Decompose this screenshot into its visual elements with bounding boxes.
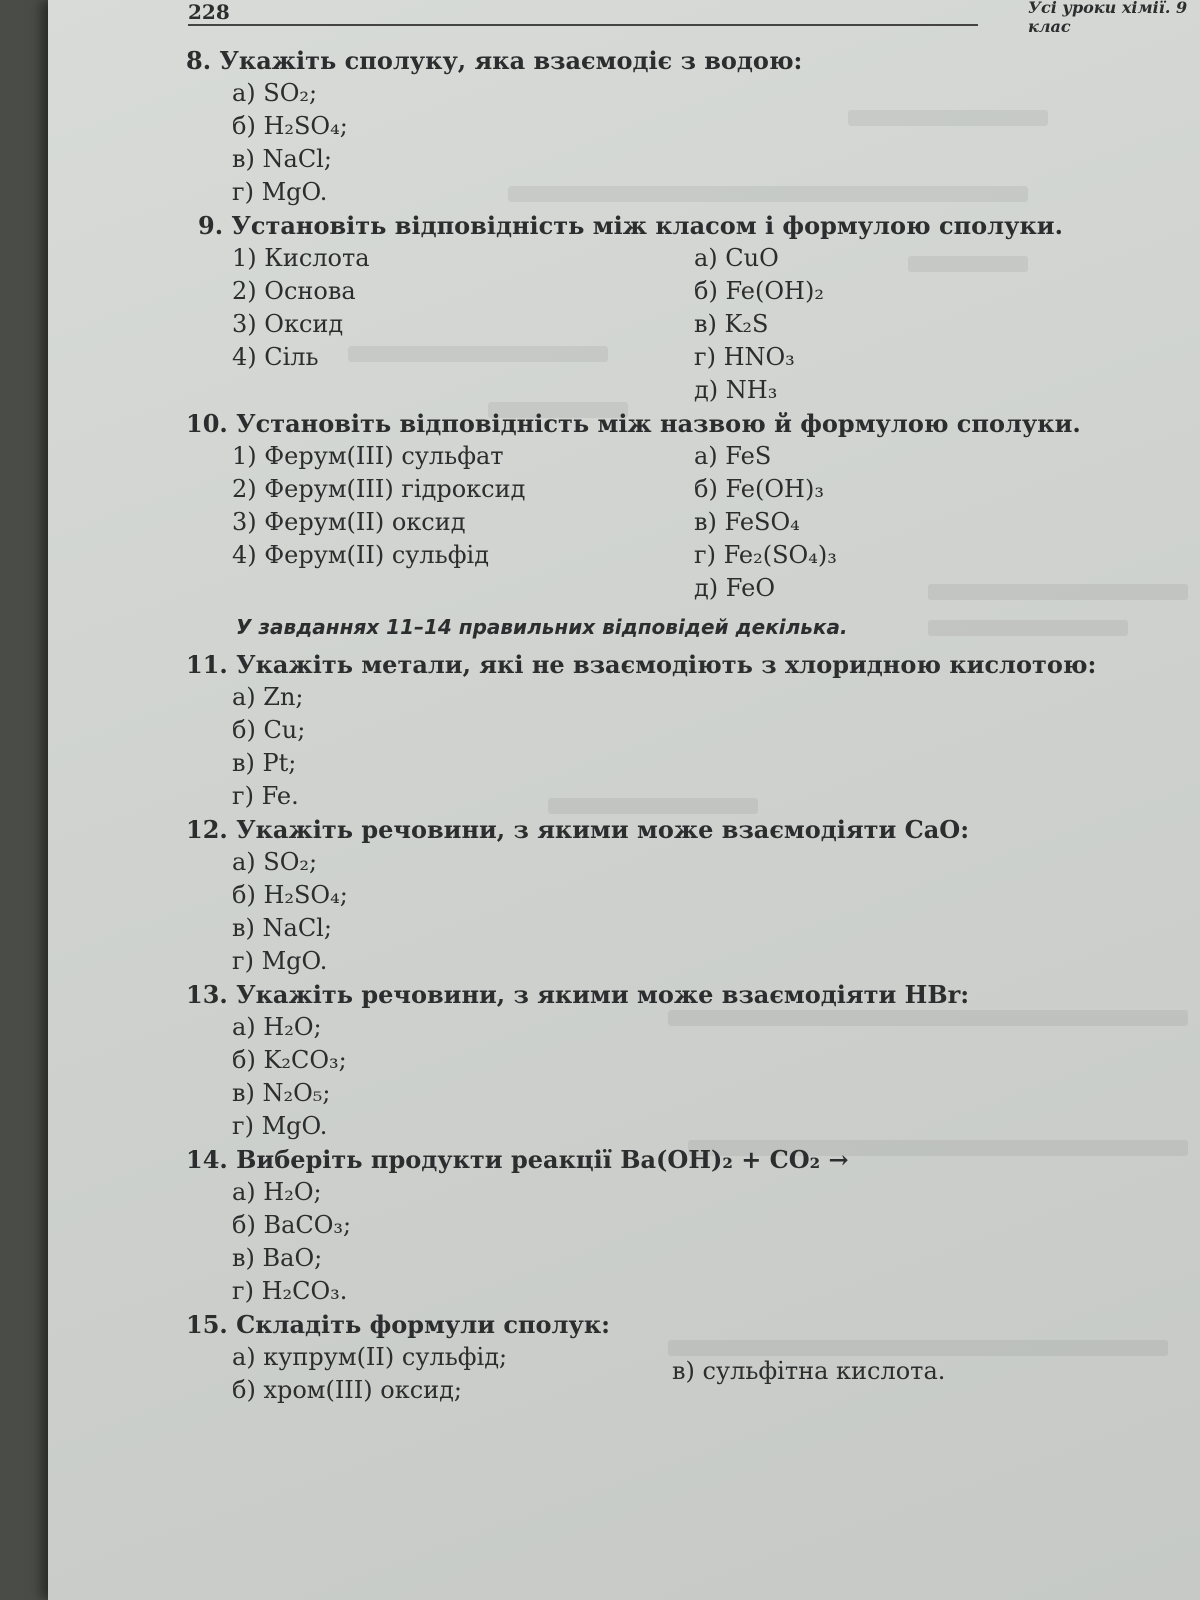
q14-option-b: б) BaCO₃; <box>232 1211 352 1239</box>
q9-right-e: д) NH₃ <box>694 376 778 404</box>
q8-option-d: г) MgO. <box>232 178 328 206</box>
q9-right-c: в) K₂S <box>694 310 769 338</box>
q15-right-column <box>672 1341 945 1407</box>
q10-right-column <box>694 440 837 605</box>
page-content <box>186 44 1186 1407</box>
q12-option-c: в) NaCl; <box>232 914 332 942</box>
q10-left-3: 3) Ферум(II) оксид <box>232 508 466 536</box>
q11-option-b: б) Cu; <box>232 716 306 744</box>
question-13: 13. Укажіть речовини, з якими може взаємодіяти HBr: <box>186 980 970 1009</box>
q9-left-2: 2) Основа <box>232 277 356 305</box>
question-14: 14. Виберіть продукти реакції Ba(OH)₂ + CO₂ → <box>186 1145 849 1174</box>
q11-option-d: г) Fe. <box>232 782 299 810</box>
q10-right-d: г) Fe₂(SO₄)₃ <box>694 541 837 569</box>
q12-option-a: а) SO₂; <box>232 848 318 876</box>
q10-left-2: 2) Ферум(III) гідроксид <box>232 475 526 503</box>
q10-left-column <box>186 440 694 605</box>
q15-left-column <box>186 1341 672 1407</box>
q9-match-row <box>186 242 1186 407</box>
question-9: 9. Установіть відповідність між класом і формулою сполуки. <box>198 211 1063 240</box>
q10-right-c: в) FeSO₄ <box>694 508 800 536</box>
q14-option-d: г) H₂CO₃. <box>232 1277 348 1305</box>
q8-option-c: в) NaCl; <box>232 145 332 173</box>
q9-right-b: б) Fe(OH)₂ <box>694 277 824 305</box>
q10-right-e: д) FeO <box>694 574 775 602</box>
q11-option-c: в) Pt; <box>232 749 297 777</box>
q13-option-a: а) H₂O; <box>232 1013 322 1041</box>
q9-left-1: 1) Кислота <box>232 244 370 272</box>
q12-option-b: б) H₂SO₄; <box>232 881 348 909</box>
q10-right-a: а) FeS <box>694 442 772 470</box>
book-page <box>48 0 1200 1600</box>
q14-option-c: в) BaO; <box>232 1244 323 1272</box>
q10-right-b: б) Fe(OH)₃ <box>694 475 824 503</box>
q10-match-row <box>186 440 1186 605</box>
q15-item-b: б) хром(III) оксид; <box>232 1376 463 1404</box>
q13-option-d: г) MgO. <box>232 1112 328 1140</box>
q9-right-a: а) CuO <box>694 244 779 272</box>
page-number: 228 <box>188 0 230 24</box>
q14-option-a: а) H₂O; <box>232 1178 322 1206</box>
running-head: Усі уроки хімії. 9 клас <box>1028 0 1188 36</box>
q10-left-4: 4) Ферум(II) сульфід <box>232 541 489 569</box>
q9-right-column <box>694 242 824 407</box>
question-15: 15. Складіть формули сполук: <box>186 1310 611 1339</box>
question-8: 8. Укажіть сполуку, яка взаємодіє з водою: <box>186 46 803 75</box>
q15-item-c: в) сульфітна кислота. <box>672 1357 946 1385</box>
header-rule <box>188 24 978 26</box>
q9-left-3: 3) Оксид <box>232 310 344 338</box>
q15-row <box>186 1341 1186 1407</box>
q9-left-4: 4) Сіль <box>232 343 319 371</box>
question-10: 10. Установіть відповідність між назвою й формулою сполуки. <box>186 409 1081 438</box>
q15-item-a: а) купрум(II) сульфід; <box>232 1343 508 1371</box>
q9-right-d: г) HNO₃ <box>694 343 795 371</box>
q8-option-b: б) H₂SO₄; <box>232 112 348 140</box>
q11-option-a: а) Zn; <box>232 683 304 711</box>
q13-option-c: в) N₂O₅; <box>232 1079 331 1107</box>
q9-left-column <box>186 242 694 407</box>
q8-option-a: а) SO₂; <box>232 79 318 107</box>
q13-option-b: б) K₂CO₃; <box>232 1046 347 1074</box>
question-11: 11. Укажіть метали, які не взаємодіють з хлоридною кислотою: <box>186 650 1097 679</box>
q10-left-1: 1) Ферум(III) сульфат <box>232 442 504 470</box>
multiple-answers-note: У завданнях 11–14 правильних відповідей декілька. <box>236 615 848 639</box>
question-12: 12. Укажіть речовини, з якими може взаємодіяти CaO: <box>186 815 970 844</box>
q12-option-d: г) MgO. <box>232 947 328 975</box>
